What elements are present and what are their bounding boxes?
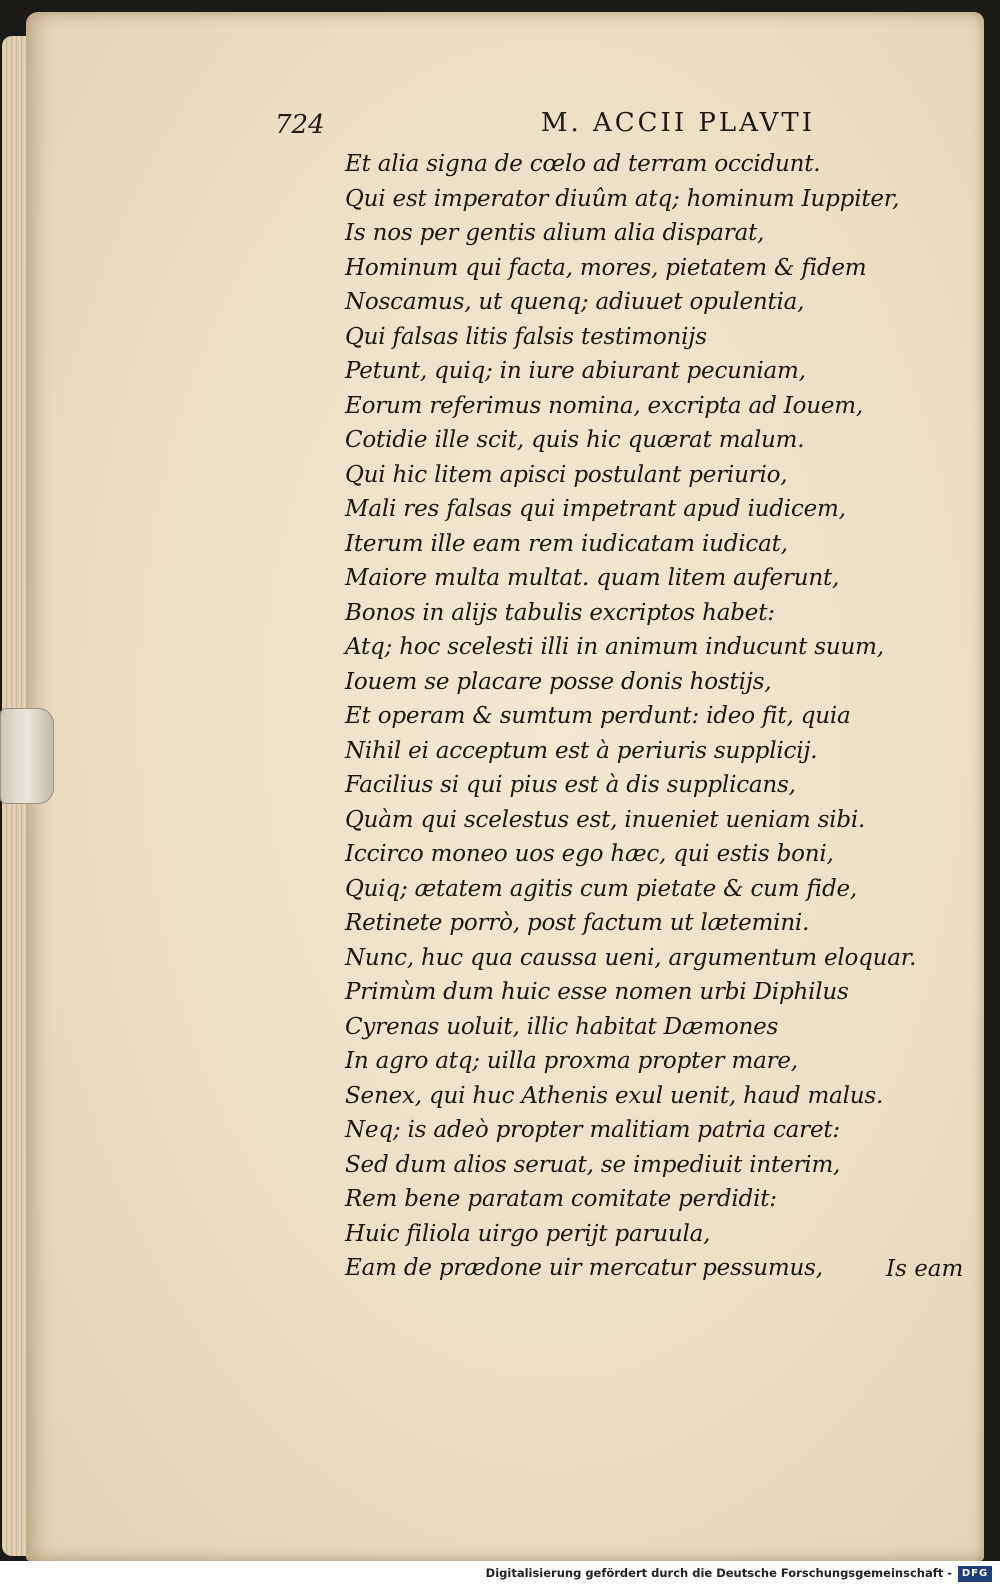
dfg-logo: DFG: [958, 1566, 992, 1582]
verse-line: Maiore multa multat. quam litem auferunt,: [345, 565, 840, 591]
verse-line: Neq; is adeò propter malitiam patria caret:: [345, 1117, 840, 1143]
verse-line: Eorum referimus nomina, excripta ad Iouem,: [345, 392, 863, 419]
page-clip: [0, 708, 54, 804]
verse-line: Noscamus, ut quenq; adiuuet opulentia,: [345, 289, 805, 315]
verse-line: Iterum ille eam rem iudicatam iudicat,: [345, 530, 788, 557]
running-head: [275, 108, 815, 148]
running-title: M. ACCII PLAVTI: [540, 108, 815, 138]
verse-block: [345, 147, 917, 1286]
footer-credit: Digitalisierung gefördert durch die Deutsche Forschungsgemeinschaft -: [485, 1566, 952, 1580]
verse-line: Et alia signa de cœlo ad terram occidunt.: [345, 151, 821, 177]
verse-line: Quàm qui scelestus est, inueniet ueniam sibi.: [345, 806, 866, 833]
verse-line: Bonos in alijs tabulis excriptos habet:: [345, 599, 775, 626]
verse-line: Is nos per gentis alium alia disparat,: [345, 220, 765, 246]
verse-line: Cotidie ille scit, quis hic quærat malum.: [345, 427, 805, 453]
verse-line: Et operam & sumtum perdunt: ideo fit, quia: [345, 703, 851, 729]
verse-line: Qui falsas litis falsis testimonijs: [345, 323, 707, 350]
verse-line: Nunc, huc qua caussa ueni, argumentum eloquar.: [345, 944, 917, 971]
verse-line: Iouem se placare posse donis hostijs,: [345, 668, 772, 695]
verse-line: Eam de prædone uir mercatur pessumus,: [345, 1255, 823, 1281]
verse-line: Huic filiola uirgo perijt paruula,: [345, 1220, 711, 1247]
verse-line: Rem bene paratam comitate perdidit:: [345, 1186, 777, 1212]
catchword: Is eam: [886, 1256, 964, 1282]
verse-line: Qui est imperator diuûm atq; hominum Iuppiter,: [345, 185, 900, 212]
verse-line: Primùm dum huic esse nomen urbi Diphilus: [345, 979, 849, 1005]
page-number: 724: [275, 110, 325, 140]
verse-line: Iccirco moneo uos ego hæc, qui estis boni,: [345, 841, 834, 867]
verse-line: In agro atq; uilla proxma propter mare,: [345, 1048, 798, 1074]
verse-line: Nihil ei acceptum est à periuris supplicij.: [345, 737, 818, 764]
verse-line: Retinete porrò, post factum ut lætemini.: [345, 910, 810, 936]
verse-line: Senex, qui huc Athenis exul uenit, haud malus.: [345, 1082, 884, 1109]
verse-line: Quiq; ætatem agitis cum pietate & cum fide,: [345, 875, 857, 902]
verse-line: Hominum qui facta, mores, pietatem & fidem: [345, 254, 867, 281]
verse-line: Facilius si qui pius est à dis supplicans,: [345, 772, 796, 798]
verse-line: Atq; hoc scelesti illi in animum inducunt suum,: [345, 634, 884, 660]
footer-bar: [0, 1561, 1000, 1589]
verse-line: Mali res falsas qui impetrant apud iudicem,: [345, 496, 846, 522]
verse-line: Cyrenas uoluit, illic habitat Dæmones: [345, 1013, 779, 1040]
verse-line: Petunt, quiq; in iure abiurant pecuniam,: [345, 358, 806, 384]
verse-line: Qui hic litem apisci postulant periurio,: [345, 461, 788, 488]
verse-line: Sed dum alios seruat, se impediuit interim,: [345, 1151, 841, 1178]
